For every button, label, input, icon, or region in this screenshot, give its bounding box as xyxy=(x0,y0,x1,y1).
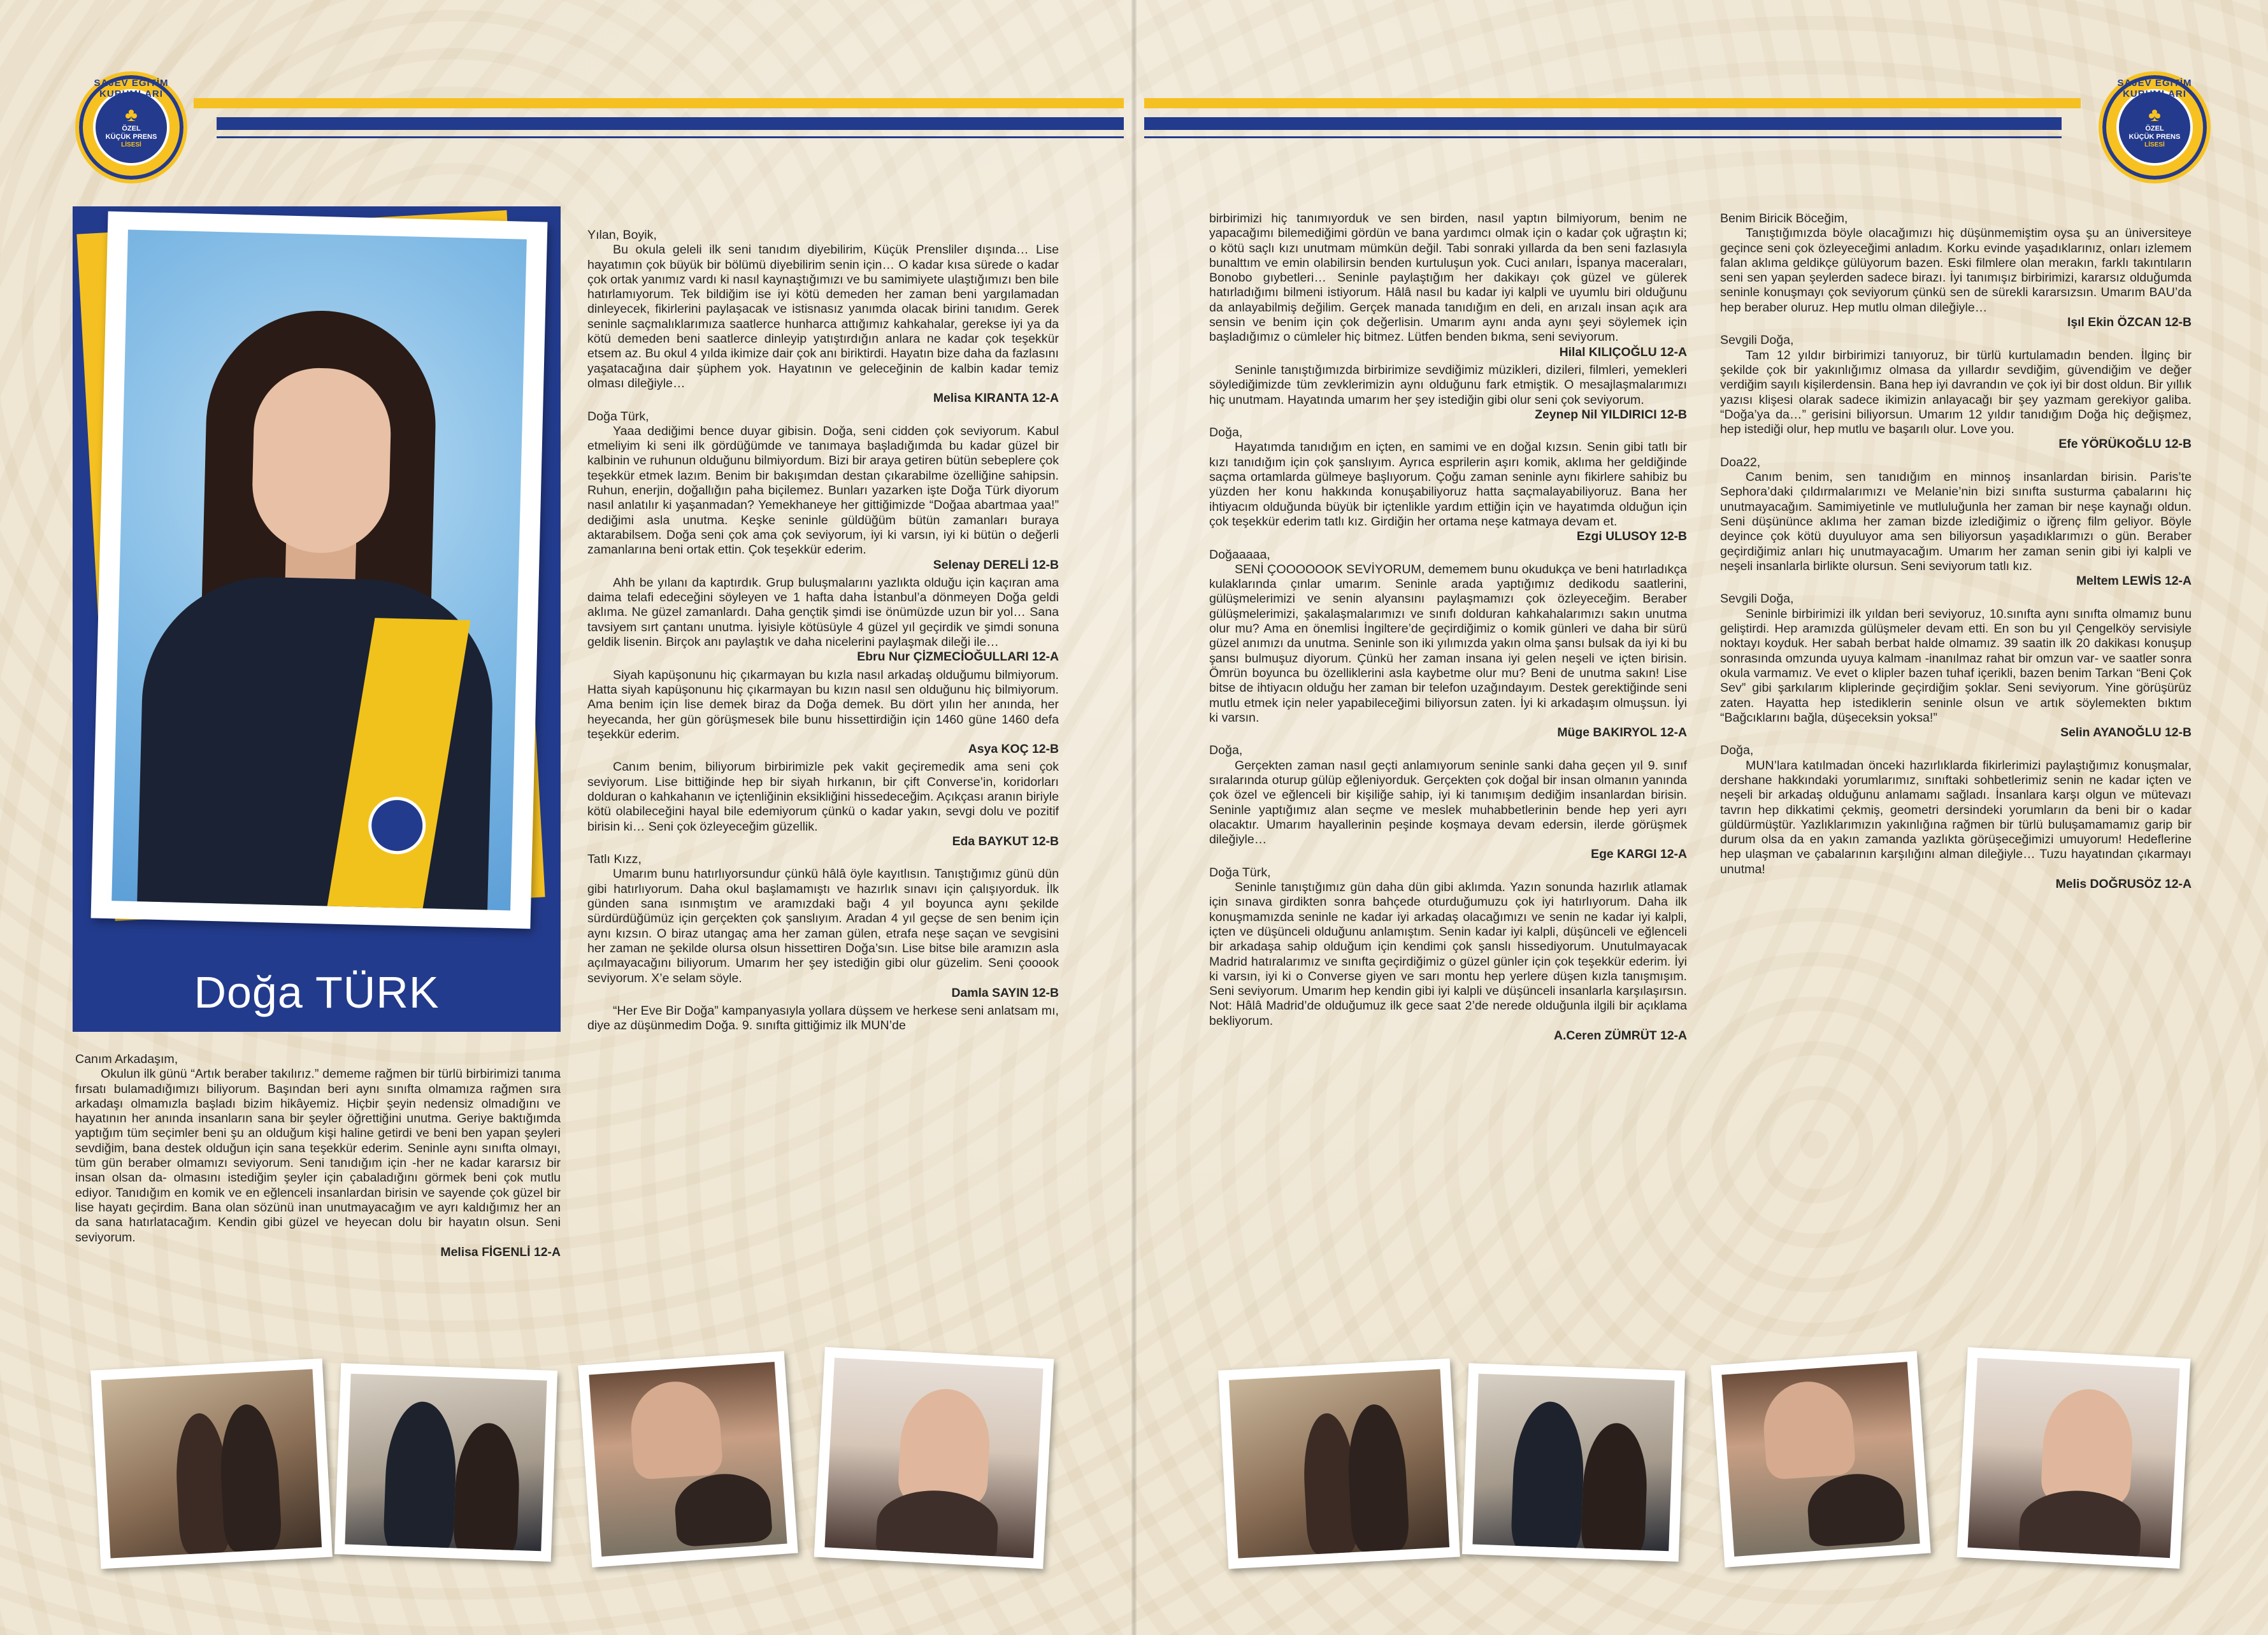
message-paragraph: Tam 12 yıldır birbirimizi tanıyoruz, bir türlü kurtulamadın benden. İlginç bir şekilde çok bir yakınlığımız olmasa da yıllardır sevdiğim, güvendiğim ve değer verdiğim sayılı kişilerdensin. Bana hep iyi davrandın ve çok iyi bir dost oldun. Bir yıllık yazısı klişesi olarak sadece ikimizin anlayacağı bir şey yazmam gerekiyor galiba. “Doğa’ya da…” gerisini biliyorsun. Umarım 12 yıldır tanıdığım Doğa hiç değişmez, hep istediği olur, hep mutlu ve başarılı olur. Love you. xyxy=(1720,348,2192,437)
column-4 xyxy=(1720,211,2192,895)
photo-image xyxy=(589,1362,787,1557)
signature: Eda BAYKUT 12-B xyxy=(952,834,1059,848)
photo-friends-2 xyxy=(334,1363,557,1562)
message-paragraph: Doğaaaaa, xyxy=(1209,547,1270,562)
portrait-photo xyxy=(111,230,527,911)
photo-image xyxy=(345,1374,547,1552)
photo-image xyxy=(1967,1358,2179,1558)
signature: Meltem LEWİS 12-A xyxy=(2076,574,2192,589)
photo-friends-5 xyxy=(1218,1359,1460,1569)
signature: Selin AYANOĞLU 12-B xyxy=(2060,725,2192,740)
message-paragraph: Seninle birbirimizi ilk yıldan beri seviyoruz, 10.sınıfta aynı sınıfta olmamız bunu geliştirdi. Hep aramızda gülüşmeler devam etti. En son bu yıl Çengelköy servisiyle noktayı koyduk. Her sabah berbat halde olmamız. 39 saatin ilk 20 dakikası konuşup sonrasında omzunda uyuya kalmam -inanılmaz rahat bir omzun var- ve saatler sonra okula varmamız. Ve evet o klipler bazen tuhaf içerikli, bazen benim Tarkan “Beni Çok Sev” gibi şarkılarım kliplerinde geçirdiğim şoklar. Seni seviyorum. Yine görüşürüz zaten. Hayatta hep istediklerin seninle olsun ve artık söylemekten bıktım “Bağcıklarını bağla, düşeceksin yoksa!” xyxy=(1720,606,2192,725)
signature: Melis DOĞRUSÖZ 12-A xyxy=(2055,877,2192,892)
message-paragraph: Canım Arkadaşım, xyxy=(75,1052,178,1066)
message-paragraph: “Her Eve Bir Doğa” kampanyasıyla yollara düşsem ve herkese seni anlatsam mı, diye az düşünmedim Doğa. 9. sınıfta gittiğimiz ilk MUN’de xyxy=(587,1004,1059,1033)
signature: Işıl Ekin ÖZCAN 12-B xyxy=(2067,315,2192,330)
column-1 xyxy=(75,1052,561,1263)
message-paragraph: Umarım bunu hatırlıyorsundur çünkü hâlâ öyle kayıtlısın. Tanıştığımız günü dün gibi hatırlıyorum. Daha okul başlamamıştı ve hazırlık sınavı için çalışıyorduk. İlk günden sana ısınmıştım ve aramızdaki bağı 4 yıl boyunca aynı şekilde sürdürdüğümüz için gerçekten çok şanslıyım. Aradan 4 yıl geçse de sen benim için aynı kızsın. O biraz utangaç ama her zaman gülen, etrafa neşe saçan ve sevgisini her zaman ne şekilde olursa olsun hissettiren Doğa’sın. Lise bitse bile aramızın asla açılmayacağını biliyorum. Umarım her şey istediğin gibi olur güzelim. Seni çooook seviyorum. X’e selam söyle. xyxy=(587,867,1059,985)
photo-friends-8 xyxy=(1957,1347,2191,1569)
signature: Damla SAYIN 12-B xyxy=(951,985,1059,1000)
message-paragraph: Tanıştığımızda böyle olacağımızı hiç düşünmemiştim oysa şu an üniversiteye geçince seni çok özleyeceğimi anladım. Korku evinde yaşadıklarınız, onları izlemem falan aklıma geldikçe gülüyorum bazen. Eski filmlere olan merakın, farklı takıntıların seni sen yapan şeylerden sadece birazı. İyi tanımışız birbirimizi, kararsız olduğumda seninle konuşmayı çok seviyorum çünkü sen de sürekli kararsızsın. Umarım BAU’da hep beraber oluruz. Hep mutlu olman dileğiyle… xyxy=(1720,226,2192,315)
message-paragraph: Canım benim, sen tanıdığım en minnoş insanlardan birisin. Paris’te Sephora’daki çıldırmalarımızı ve Melanie’nin bizi sınıfta susturma çabalarını hiç unutmayacağım. Samimiyetinle ve mutluluğunla her zaman bir neşe kaynağı oldun. Seni düşününce aklıma her zaman bizde izlediğimiz o iğrenç film geliyor. Böyle deyince çok kötü duyuluyor ama sen biliyorsun yaşadıklarımızı o gün. Beraber geçirdiğimiz anları hiç unutmayacağım. Umarım her zaman senin gibi iyi kalpli ve neşeli insanlarla birlikte olursun. Seni seviyorum tatlı kız. xyxy=(1720,470,2192,573)
message-paragraph: Doğa, xyxy=(1209,743,1243,758)
logo-ring-text: SAJEV EĞİTİM KURUMLARI xyxy=(94,78,169,99)
message-paragraph: Okulun ilk günü “Artık beraber takılırız.” dememe rağmen bir türlü birbirimizi tanıma fırsatı bulamadığımızı biliyorum. Başından beri aynı sınıfta olmamıza rağmen sıra arkadaşı olmamızla başladı bizim hikâyemiz. Hiçbir şeyin nedensiz olmadığını ve hayatının her anında insanların sana bir şeyler öğrettiğini unutma. Geriye baktığımda yaptığım tüm seçimler beni şu an olduğum kişi haline getirdi ve beni ben yapan şeyleri sevdiğim, bana destek olduğun için sana teşekkür ederim. Seninle aynı sınıfta olmayı, tüm gün beraber olmamızı seviyorum. Seni tanıdığım için -her ne kadar kararsız bir insan olsan da- olmasını istediğim şeyler için çabaladığını görmek beni çok mutlu ediyor. Tanıdığım en komik ve en eğlenceli insanlardan birisin ve sayende çok güzel bir lise hayatı geçirdim. Bana olan sözünü inan unutmayacağım ve ayrı kaldığımız her an da sana hatırlatacağım. Kendin gibi güzel ve heyecan dolu bir hayatın olsun. Seni seviyorum. xyxy=(75,1067,561,1245)
message-paragraph: Doa22, xyxy=(1720,455,1761,469)
column-3 xyxy=(1209,211,1687,1046)
message-paragraph: Seninle tanıştığımızda birbirimize sevdiğimiz müzikleri, dizileri, filmleri, yemekleri söylediğimizde tüm zevklerimizin aynı olduğunu fark etmiştik. O mesajlaşmalarımızı hiç unutmam. Hayatında umarım her şey istediğin gibi olur seni çok seviyorum. xyxy=(1209,362,1687,407)
message-paragraph: Doğa Türk, xyxy=(1209,865,1271,880)
signature: Melisa FİGENLİ 12-A xyxy=(440,1245,561,1259)
header-rule-blue-left xyxy=(217,117,1124,130)
photo-image xyxy=(1229,1369,1449,1559)
signature: Ezgi ULUSOY 12-B xyxy=(1576,529,1687,544)
signature: Efe YÖRÜKOĞLU 12-B xyxy=(2058,437,2192,452)
header-rule-thin-left xyxy=(217,136,1124,138)
tree-icon: ♣ xyxy=(125,104,138,125)
message-paragraph: Doğa, xyxy=(1209,425,1243,440)
signature: Ege KARGI 12-A xyxy=(1591,847,1687,862)
message-paragraph: Bu okula geleli ilk seni tanıdım diyebilirim, Küçük Prensliler dışında… Lise hayatımın çok büyük bir bölümü diyebilirim senin için… O kadar kısa sürede o kadar çok ortak yanımız vardı ki nasıl kaynaştığımızı ve bu samimiyete ulaştığımızı ben bile hatırlamıyorum. Tek bildiğim ise iyi kötü demeden her zaman beni yargılamadan dinleyecek, fikirlerini paylaşacak ve istisnasız yanımda olacak birini tanıdım. Gerek seninle saçmalıklarımıza saatlerce hunharca attığımız kahkahalar, gerekse iyi ya da kötü demeden beni saatlerce dinleyip yatıştırdığın anlara ne kadar çok teşekkür etsem az. Bu okul 4 yılda ikimize dair çok anı biriktirdi. Hayatın bize daha da fazlasını yaşatacağına dair şüphem yok. Hayatının ve geleceğinin de kalbin kadar temiz olması dileğiyle… xyxy=(587,243,1059,390)
signature: Ebru Nur ÇİZMECİOĞULLARI 12-A xyxy=(857,650,1059,664)
signature: Hilal KILIÇOĞLU 12-A xyxy=(1559,345,1687,359)
message-paragraph: Sevgili Doğa, xyxy=(1720,592,1794,606)
message-paragraph: Yılan, Boyik, xyxy=(587,228,657,242)
portrait-photo-frame xyxy=(91,211,548,929)
signature: Asya KOÇ 12-B xyxy=(968,742,1059,757)
message-paragraph: Siyah kapüşonunu hiç çıkarmayan bu kızla nasıl arkadaş olduğumu bilmiyorum. Hatta siyah kapüşonunu hiç çıkarmayan bu kızın nasıl sen olduğunu hiç bilmiyorum. Ama benim için lise demek biraz da Doğa demek. Bu dört yılın her anında, her heyecanda, her gün görüşmesek bile bunu hissettirdiğin için 1460 güne 1460 defa teşekkür ederim. xyxy=(587,668,1059,741)
header-rule-gold-right xyxy=(1144,98,2081,108)
school-logo-left xyxy=(75,71,187,183)
logo-ring-text: SAJEV EĞİTİM KURUMLARI xyxy=(2117,78,2192,99)
signature: Zeynep Nil YILDIRICI 12-B xyxy=(1535,407,1687,422)
logo-line3: LİSESİ xyxy=(121,141,141,148)
tree-icon: ♣ xyxy=(2148,104,2161,125)
logo-line1: ÖZEL xyxy=(122,125,141,132)
photo-friends-6 xyxy=(1462,1363,1685,1562)
column-2 xyxy=(587,228,1059,1034)
message-paragraph: MUN’lara katılmadan önceki hazırlıklarda fikirlerimizi paylaştığımız konuşmalar, dershane hakkındaki yorumlarımız, sınıftaki sohbetlerimiz senin ne kadar içten ve neşeli bir arkadaş olduğunu anlamamı sağladı. İnsanlara karşı olgun ve mütevazı tavrın hep dikkatimi çekmiş, geometri dersindeki yorumların da beni bir o kadar güldürmüştür. Yazlıklarımızın yakınlığına rağmen bir türlü buluşamamamız garip bir durum olsa da en yakın zamanda yazlıkta görüşeceğimizi umuyorum! Hedeflerine hep ulaşman ve çabalarının karşılığını alman dileğiyle… Tuzu hayatından çıkarmayı unutma! xyxy=(1720,758,2192,876)
message-paragraph: Ahh be yılanı da kaptırdık. Grup buluşmalarını yazlıkta olduğu için kaçıran ama daima telafi edeceğini söyleyen ve 1 hafta daha İstanbul’a dönmeyen Doğa geldi aklıma. Ne güzel zamanlardı. Daha gençtik şimdi ise önümüzde uzun bir yol… Sana tavsiyem sırt çantanı unutma. İyisiyle kötüsüyle 4 güzel yıl geçirdik ve şimdi sonuna geldik lisenin. Birçok anı paylaştık ve daha nicelerini paylaşmak dileği ile… xyxy=(587,575,1059,650)
message-paragraph: Doğa Türk, xyxy=(587,409,649,424)
school-logo-right xyxy=(2099,71,2211,183)
photo-image xyxy=(1472,1374,1674,1552)
photo-image xyxy=(1721,1362,1920,1557)
student-name: Doğa TÜRK xyxy=(194,967,440,1017)
message-paragraph: Yaaa dediğimi bence duyar gibisin. Doğa, seni cidden çok seviyorum. Kabul etmeliyim ki seni ilk gördüğümde ve tanımaya başladığımda bu kadar güzel bir kalbinin ve ruhunun olduğunu bilmiyordum. Bizi bir araya getiren bütün sebeplere çok teşekkür etmek lazım. Benim bir bakışımdan destan çıkarabilme özelliğine sahipsin. Ruhun, enerjin, doğallığın paha biçilemez. Bunları yazarken işte Doğa Türk diyorum nasıl anlatılır ki yaşanmadan? Yemekhaneye her gittiğimizde “Doğaa abartmaa yaa!” dediğimi asla unutma. Keşke seninle güldüğüm bütün zamanları buraya aktarabilsem. Doğa seni çok ama çok seviyorum, iyi ki varsın, iyi ki bütün o değerli zamanlarına beni ortak ettin. Çok teşekkür ederim. xyxy=(587,424,1059,557)
header-rule-thin-right xyxy=(1144,136,2062,138)
photo-image xyxy=(824,1358,1043,1559)
message-paragraph: SENİ ÇOOOOOOK SEVİYORUM, dememem bunu okudukça ve beni hatırladıkça kulaklarında çınlar umarım. Seninle arada yaptığımız dedikodu saatlerini, gülüşmelerimizi ve senin alyansını paylaşmamızı çok özleyeceğim. Beraber gülüşmelerimizi, şakalaşmalarımızı ve sınıfı dolduran kahkahalarımızı sakın unutma olur mu? Ama en önemlisi İngiltere’de geçirdiğimiz o komik günleri ve daha bir sürü güzel anımızı da unutma. Seninle son iki yılımızda yakın olma şansı bulsak da iyi ki bu şansı bulmuşuz diyorum. Çünkü her zaman insana iyi gelen neşeli ve içten birisin. Ömrün boyunca bu özelliklerini asla kaybetme olur mu? Beni de unutma sakın! Lise bitse de ihtiyacın olduğu her zaman bir telefon uzağındayım. Destek gerektiğinde seni mutlu etmek için neler yapabileceğimi biliyorsun zaten. İyi ki arkadaşım olmuşsun. İyi ki varsın. xyxy=(1209,562,1688,725)
logo-line1: ÖZEL xyxy=(2145,125,2164,132)
message-paragraph: Gerçekten zaman nasıl geçti anlamıyorum seninle sanki daha geçen yıl 9. sınıf sıralarında oturup gülüp eğleniyorduk. Gerçekten çok doğal bir insan olmanın yanında çok özel ve eğlenceli bir kişiliğe sahip, iyi ki tanımışım dediğim insanlardan birisin. Seninle yaptığımız alan seçme ve meslek muhabbetlerinin bende hep yeri ayrı olacaktır. Umarım hayallerinin peşinde koşmaya devam edersin, ilerde görüşmek dileğiyle… xyxy=(1209,758,1687,847)
signature: A.Ceren ZÜMRÜT 12-A xyxy=(1553,1029,1687,1043)
portrait-face xyxy=(251,366,392,554)
header-rule-gold-left xyxy=(194,98,1124,108)
message-paragraph: Sevgili Doğa, xyxy=(1720,333,1794,348)
message-paragraph: Hayatımda tanıdığım en içten, en samimi ve en doğal kızsın. Senin gibi tatlı bir kızı tanıdığım için çok şanslıyım. Ayrıca esprilerin aşırı komik, aklıma her geldiğinde saçma ortamlarda gülmeye başlıyorum. Çoğu zaman seninle aynı fikirlere sahibiz bu yüzden her konu hakkında konuşabiliyoruz hatta saçmalayabiliyoruz. Bana her ihtiyacım olduğunda büyük bir içtenlikle yardım ettiğin için ve hayatımda olduğun için çok teşekkür ederim tatlı kız. Girdiğin her ortama neşe katmaya devam et. xyxy=(1209,440,1687,529)
message-paragraph: Seninle tanıştığımız gün daha dün gibi aklımda. Yazın sonunda hazırlık atlamak için sınava girdikten sonra bahçede oturduğumuzu çok iyi hatırlıyorum. Daha ilk konuşmamızda seninle ne kadar iyi arkadaş olacağımızı ve senin ne kadar iyi kalpli, içten ve düşünceli olduğunu anlamıştım. Senin kadar iyi kalpli, düşünceli ve eğlenceli bir arkadaşa sahip olduğum için kendimi çok şanslı hissediyorum. Unutulmayacak Madrid hatıralarımız ve sınıfta geçirdiğimiz o güzel günler için çok teşekkür ederim. İyi ki varsın, iyi ki o Converse giyen ve sarı montu hep yerlere düşen kızla tanışmışım. Seni seviyorum. Umarım hep kendin gibi iyi kalpli ve düşünceli insanlarla karşılaşırsın. Not: Hâlâ Madrid’de olduğumuz ilk gece saat 2’de nerede olduğunla ilgili bir açıklama bekliyorum. xyxy=(1209,880,1687,1028)
logo-line2: KÜÇÜK PRENS xyxy=(105,133,157,141)
photo-friends-4 xyxy=(814,1347,1054,1569)
photo-friends-7 xyxy=(1711,1351,1930,1567)
message-paragraph: birbirimizi hiç tanımıyorduk ve sen birden, nasıl yaptın bilmiyorum, benim ne yapacağımı bilemediğimi gördün ve bana yardımcı olmak için o kadar çok uğraştın ki; o kötü saçlı kızı unutmam mümkün değil. Tabi sonraki yıllarda da ben seni fazlasıyla bunalttım ve emin olabilirsin benden kurtuluşun yok. Cuci anıları, İspanya maceraları, Bonobo gıybetleri… Seninle paylaştığım her dakikayı çok güzel ve gülerek hatırladığımı bilmeni istiyorum. Hâlâ nasıl bu kadar iyi kalpli ve uyumlu biri olduğunu da anlayabilmiş değilim. Gerçek manada tanıdığım en deli, en arızalı insan açık ara sensin ve benim için çok değerlisin. Umarım aynı anda aynı şeyi söylemek için başladığımız o cümleler hiç bitmez. Lütfen benden bıkma, seni seviyorum. xyxy=(1209,211,1687,345)
logo-line2: KÜÇÜK PRENS xyxy=(2128,133,2181,141)
signature: Melisa KIRANTA 12-A xyxy=(933,391,1059,406)
message-paragraph: Tatlı Kızz, xyxy=(587,852,642,867)
message-paragraph: Canım benim, biliyorum birbirimizle pek vakit geçiremedik ama seni çok seviyorum. Lise bittiğinde hep bir siyah hırkanın, bir çift Converse’in, koridorları dolduran o kahkahanın ve içtenliğinin eksikliğini hissedeceğim. Açıkçası aranın biriyle kötü olabileceğini hayal bile edemiyorum çünkü o kadar yakın, sevgi dolu ve pozitif birisin ki… Seni çok özleyeceğim güzellik. xyxy=(587,760,1059,834)
header-rule-blue-right xyxy=(1144,117,2062,130)
photo-friends-1 xyxy=(90,1359,333,1569)
message-paragraph: Benim Biricik Böceğim, xyxy=(1720,211,1848,225)
photo-friends-3 xyxy=(578,1351,798,1567)
signature: Selenay DERELİ 12-B xyxy=(933,557,1059,572)
logo-line3: LİSESİ xyxy=(2144,141,2165,148)
signature: Müge BAKIRYOL 12-A xyxy=(1557,725,1687,740)
message-paragraph: Doğa, xyxy=(1720,743,1754,758)
page-spine xyxy=(1131,0,1137,1635)
photo-image xyxy=(101,1369,322,1559)
